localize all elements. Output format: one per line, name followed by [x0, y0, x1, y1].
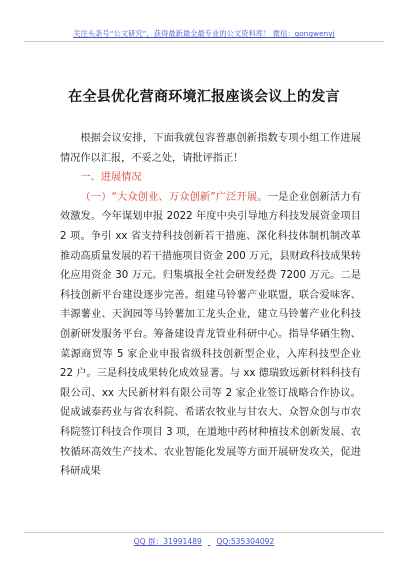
- document-title: 在全县优化营商环境汇报座谈会议上的发言: [68, 89, 340, 105]
- footer-qq-group[interactable]: QQ 群：31991489: [133, 537, 202, 546]
- header-promo-link[interactable]: 关注头条号“公文研究”，获得最新最全最专业的公文资料库！ 微信：gongwenyj: [73, 29, 335, 38]
- page-header: [24, 21, 384, 42]
- subsection-heading: （一）“大众创业、万众创新”广泛开展。: [80, 191, 268, 203]
- footer-qq-contact[interactable]: QQ:535304092: [216, 537, 275, 546]
- section-heading: 一、进展情况: [80, 172, 142, 184]
- subsection-body: 一是企业创新活力有效激发。今年谋划申报 2022 年度中央引导地方科技发展资金项目 2 项。争引 xx 省支持科技创新若干措施、深化科技体制机制改革推动高质量发展的若干措施项目资金 200 万元，县财政科技成果转化应用资金 30 万元。归集填报全社会研发经费 7200 万元。二是科技创新平台建设逐步完善。组建马铃薯产业联盟，联合爱味客、丰源薯业、天润园等马铃薯加工龙头企业，建立马铃薯产业化科技创新研发服务平台。筹备建设青龙管业科研中心。指导华硒生物、菜源商贸等 5 家企业申报省级科技创新型企业，入库科技型企业 22 户。三是科技成果转化成效显著。与 xx 德瑞致远新材料科技有限公司、xx 大民新材料有限公司等 2 家企业签订战略合作协议。促成诚泰药业与省农科院、希诺农牧业与甘农大、众智众创与市农科院签订科技合作项目 3 项，在道地中药材种植技术创新发展、农牧循环高效生产技术、农业智能化发展等方面开展研发攻关，促进科研成果: [60, 191, 362, 478]
- intro-paragraph: 根据会议安排，下面我就包容普惠创新指数专项小组工作进展情况作以汇报，不妥之处，请批评指正！: [60, 133, 361, 164]
- document-body: [60, 129, 361, 482]
- subsection-paragraph: [60, 188, 361, 482]
- page-footer: [24, 532, 384, 550]
